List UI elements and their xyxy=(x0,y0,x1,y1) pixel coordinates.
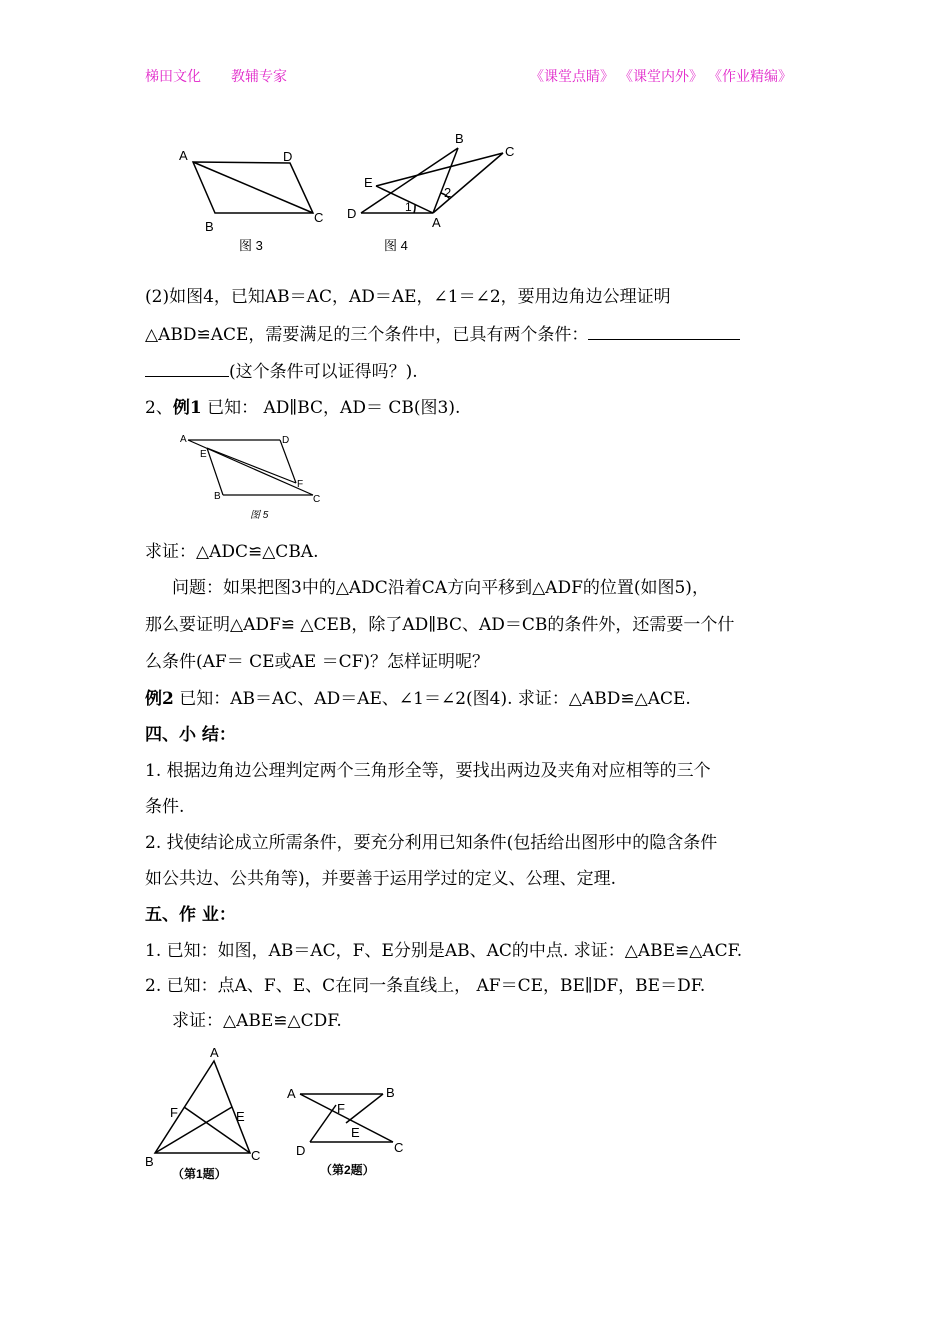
summary-1-line-1: 1. 根据边角边公理判定两个三角形全等，要找出两边及夹角对应相等的三个 xyxy=(145,761,711,781)
fig5-label-b: B xyxy=(214,491,221,502)
hw2-label-c: C xyxy=(394,1140,404,1155)
homework-1: 1. 已知：如图，AB＝AC，F、E分别是AB、AC的中点. 求证：△ABE≌△ACF. xyxy=(145,941,743,961)
figure-4 xyxy=(340,128,530,258)
fig5-label-a: A xyxy=(180,434,187,445)
question-line-3: 么条件(AF＝ CE或AE ＝CF)？怎样证明呢？ xyxy=(145,652,490,672)
fig3-label-a: A xyxy=(179,148,188,163)
figure-homework-2 xyxy=(280,1075,415,1185)
fig4-angle-1: 1 xyxy=(405,200,412,214)
example-1-text: 已知： AD∥BC，AD＝ CB(图3). xyxy=(201,398,461,418)
fig4-label-a: A xyxy=(432,215,441,230)
fig4-angle-2: 2 xyxy=(444,185,452,200)
figure-5 xyxy=(178,430,328,525)
answer-blank-1[interactable] xyxy=(588,323,740,340)
answer-blank-2[interactable] xyxy=(145,360,229,377)
question-line-2: 那么要证明△ADF≌ △CEB，除了AD∥BC、AD＝CB的条件外，还需要一个什 xyxy=(145,615,735,635)
figure-homework-1 xyxy=(140,1040,280,1185)
section-summary-heading: 四、小 结： xyxy=(145,725,236,745)
header-book-3: 《作业精编》 xyxy=(715,69,792,85)
fig5-label-e: E xyxy=(200,449,207,460)
p2-line-1: (2)如图4，已知AB＝AC，AD＝AE，∠1＝∠2，要用边角边公理证明 xyxy=(145,287,671,307)
p2-line-3-text: (这个条件可以证得吗？). xyxy=(229,362,418,382)
fig5-caption: 图 5 xyxy=(250,510,269,521)
hw2-label-e: E xyxy=(351,1125,360,1140)
question-line-1: 问题：如果把图3中的△ADC沿着CA方向平移到△ADF的位置(如图5)， xyxy=(172,578,709,598)
header-right xyxy=(530,66,792,86)
fig3-label-d: D xyxy=(283,149,293,164)
section-homework-heading: 五、作 业： xyxy=(145,905,236,925)
fig4-caption: 图 4 xyxy=(384,238,408,253)
example-1 xyxy=(145,397,460,419)
p2-line-2 xyxy=(145,323,740,346)
summary-2-line-1: 2. 找使结论成立所需条件，要充分利用已知条件(包括给出图形中的隐含条件 xyxy=(145,833,718,853)
hw1-caption: （第1题） xyxy=(172,1167,227,1181)
header-slogan: 教辅专家 xyxy=(231,69,287,85)
fig5-label-c: C xyxy=(313,494,321,505)
summary-2-line-2: 如公共边、公共角等)，并要善于运用学过的定义、公理、定理. xyxy=(145,869,617,889)
fig4-label-b: B xyxy=(455,131,464,146)
header-book-1: 《课堂点睛》 xyxy=(530,69,614,85)
fig5-label-d: D xyxy=(282,435,290,446)
fig5-label-f: F xyxy=(297,479,304,490)
homework-2: 2. 已知：点A、F、E、C在同一条直线上， AF＝CE，BE∥DF，BE＝DF. xyxy=(145,976,706,996)
p2-line-2-text: △ABD≌ACE，需要满足的三个条件中，已具有两个条件： xyxy=(145,325,589,345)
fig4-label-d: D xyxy=(347,206,357,221)
example-2-text: 已知：AB＝AC、AD＝AE、∠1＝∠2(图4). 求证：△ABD≌△ACE. xyxy=(173,689,691,709)
hw1-label-e: E xyxy=(236,1109,245,1124)
p2-line-3 xyxy=(145,360,418,383)
example-1-prefix: 2、 xyxy=(145,398,173,418)
fig3-label-b: B xyxy=(205,219,214,234)
hw1-label-a: A xyxy=(210,1045,219,1060)
hw1-label-b: B xyxy=(145,1154,154,1169)
hw1-label-f: F xyxy=(170,1105,178,1120)
fig4-label-c: C xyxy=(505,144,515,159)
example-2-label: 例2 xyxy=(145,689,174,709)
fig4-label-e: E xyxy=(364,175,373,190)
hw2-label-b: B xyxy=(386,1085,395,1100)
figure-3 xyxy=(170,140,340,260)
header-brand: 梯田文化 xyxy=(145,69,201,85)
hw1-label-c: C xyxy=(251,1148,261,1163)
header-book-2: 《课堂内外》 xyxy=(626,69,703,85)
hw2-label-d: D xyxy=(296,1143,306,1158)
header-left xyxy=(145,66,287,86)
hw2-caption: （第2题） xyxy=(320,1163,375,1177)
fig3-caption: 图 3 xyxy=(239,238,263,253)
homework-2-prove: 求证：△ABE≌△CDF. xyxy=(172,1011,342,1031)
example-1-label: 例1 xyxy=(172,398,202,418)
example-2 xyxy=(145,688,691,710)
hw2-label-f: F xyxy=(337,1101,345,1116)
fig3-label-c: C xyxy=(314,210,324,225)
prove-1: 求证：△ADC≌△CBA. xyxy=(145,542,319,562)
hw2-label-a: A xyxy=(287,1086,296,1101)
summary-1-line-2: 条件. xyxy=(145,797,185,817)
